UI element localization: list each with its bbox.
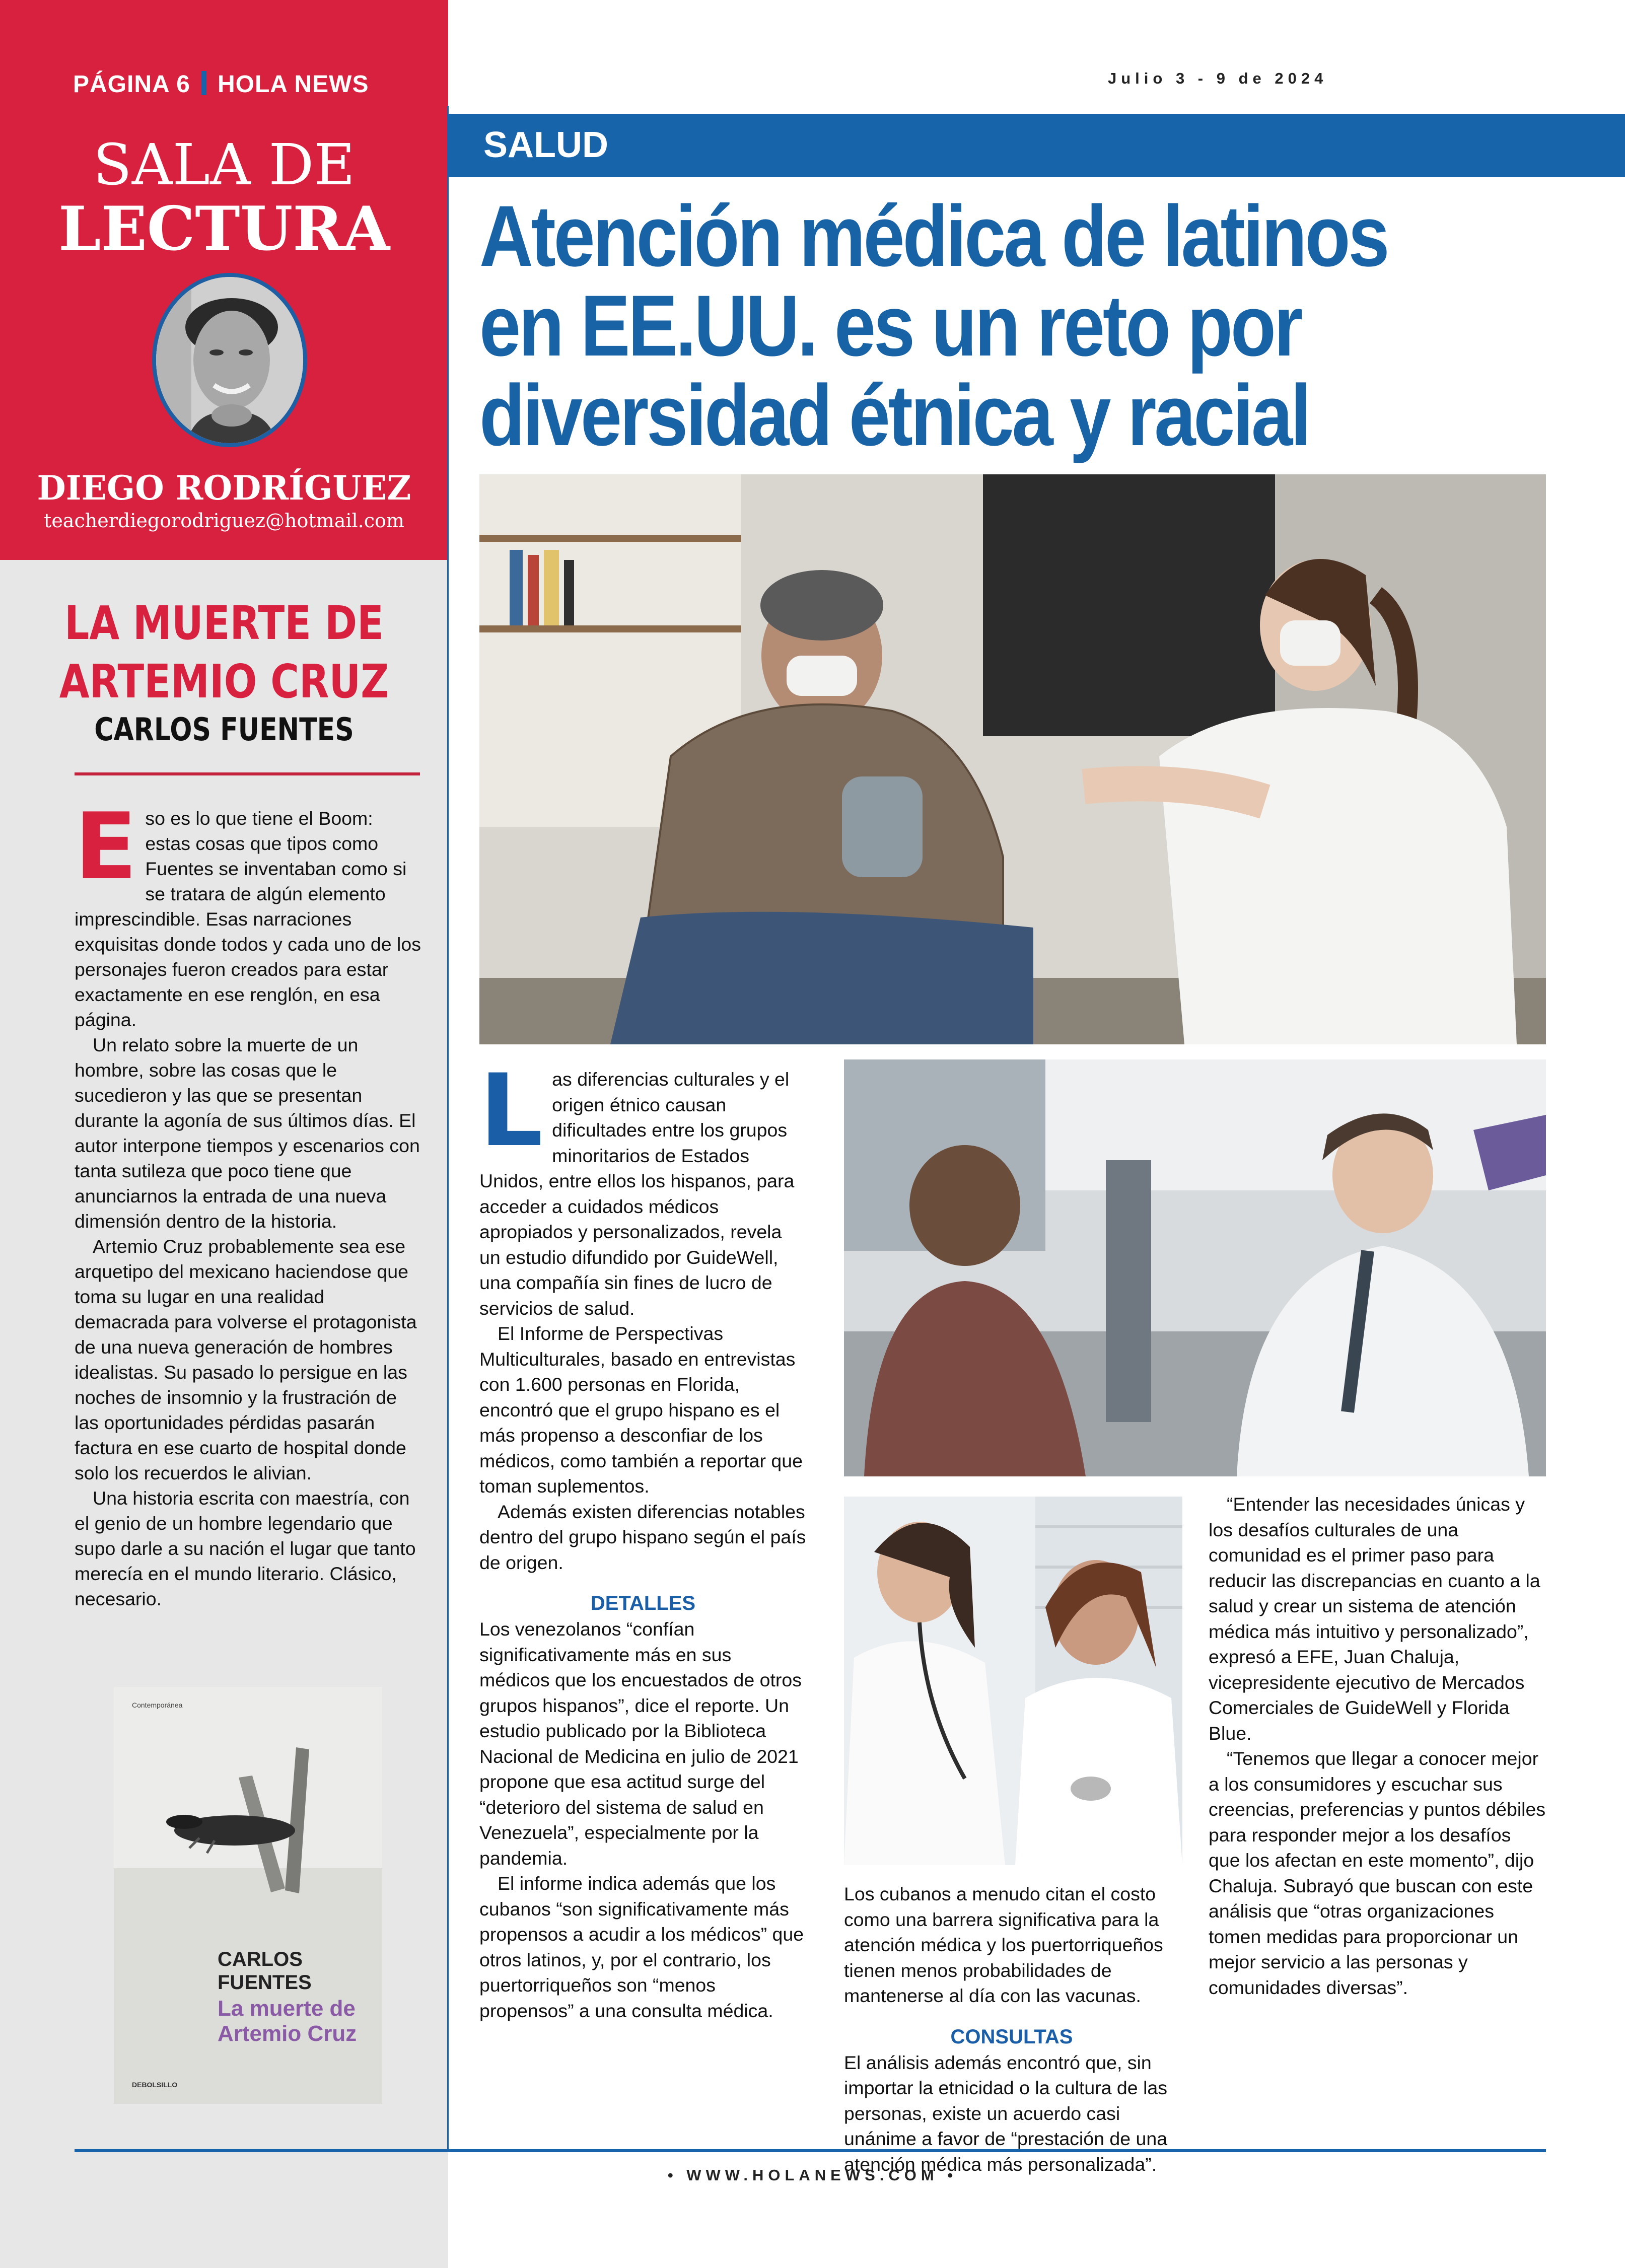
- article-column-1: [479, 1052, 807, 2023]
- main-photo: [479, 474, 1546, 1044]
- article-paragraph: El Informe de Perspectivas Multiculturales, basado en entrevistas con 1.600 personas en Florida, encontró que el grupo hispano es el más propenso a desconfiar de los médicos, como también a reportar que toman suplementos.: [479, 1323, 803, 1497]
- article-paragraph: Los cubanos a menudo citan el costo como una barrera significativa para la atención médica y los puertorriqueños tienen menos probabilidades de mantenerse al día con las vacunas.: [844, 1883, 1163, 2006]
- footer-rule: [75, 2149, 1546, 2152]
- section-label: SALUD: [483, 125, 608, 165]
- issue-date: Julio 3 - 9 de 2024: [1108, 69, 1328, 87]
- article-paragraph: El análisis además encontró que, sin importar la etnicidad o la cultura de las personas, existe un acuerdo casi unánime a favor de “prestación de una atención médica más personalizada”.: [844, 2051, 1168, 2175]
- book-cover: [114, 1687, 382, 2104]
- review-paragraph: Una historia escrita con maestría, con el genio de un hombre legendario que supo darle a su nación el lugar que tanto merecía en el mundo literario. Clásico, necesario.: [75, 1487, 416, 1609]
- article-paragraph: Además existen diferencias notables dentro del grupo hispano según el país de origen.: [479, 1501, 806, 1573]
- book-author: CARLOS FUENTES: [94, 711, 354, 748]
- review-first-text: so es lo que tiene el Boom: estas cosas que tipos como Fuentes se inventaban como si se tratara de algún elemento imprescindible. Esas narraciones exquisitas donde todos y cada uno de los personajes fueron creados para estar exactamente en ese renglón, en esa página.: [75, 808, 421, 1030]
- author-name: DIEGO RODRÍGUEZ: [37, 468, 411, 508]
- cover-title: La muerte de Artemio Cruz: [218, 1996, 357, 2046]
- author-email[interactable]: teacherdiegorodriguez@hotmail.com: [44, 510, 404, 532]
- book-title-line1: LA MUERTE DE: [64, 596, 384, 650]
- review-paragraph: Un relato sobre la muerte de un hombre, sobre las cosas que le sucedieron y las que se presentan durante la agonía de sus últimos días. El autor interpone tiempos y escenarios con tanta sutileza que poco tiene que anunciarnos la entrada de una nueva dimensión dentro de la historia.: [75, 1034, 420, 1232]
- book-title: [36, 594, 412, 711]
- article-paragraph: “Entender las necesidades únicas y los desafíos culturales de una comunidad es el primer paso para reducir las discrepancias en cuanto a la salud y crear un sistema de atención médica más intuitivo y personalizado”, expresó a EFE, Juan Chaluja, vicepresidente ejecutivo de Mercados Comerciales de GuideWell y Florida Blue.: [1209, 1494, 1540, 1744]
- cover-collection: Contemporánea: [132, 1701, 183, 1709]
- cover-publisher: DEBOLSILLO: [132, 2081, 178, 2089]
- headline-line2: en EE.UU. es un reto por: [479, 277, 1301, 374]
- clinic-photo: [844, 1059, 1546, 1476]
- book-review: [75, 793, 422, 1611]
- cover-author: [218, 1948, 312, 1994]
- label-separator: [201, 71, 206, 95]
- cover-author-line2: FUENTES: [218, 1971, 312, 1994]
- page-number: PÁGINA 6: [73, 71, 190, 98]
- article-column-3: [1209, 1492, 1546, 2000]
- headline-line3: diversidad étnica y racial: [479, 367, 1309, 464]
- section-bar: [448, 114, 1625, 177]
- column-title-line2: LECTURA: [58, 193, 390, 264]
- section-divider: [75, 772, 420, 775]
- review-paragraph: Artemio Cruz probablemente sea ese arquetipo del mexicano haciendose que toma su lugar en una realidad demacrada para volverse el protagonista de una nueva generación de hombres idealistas. Su pasado lo persigue en las noches de insomnio y la frustración de las oportunidades pérdidas pasarán factura en ese cuarto de hospital donde solo los recuerdos le alivian.: [75, 1236, 417, 1483]
- page-label: [73, 70, 369, 98]
- cover-author-line1: CARLOS: [218, 1948, 303, 1970]
- subhead-consultas: CONSULTAS: [950, 2025, 1073, 2048]
- reading-room-column: [0, 0, 448, 2268]
- author-photo: [152, 273, 307, 447]
- publication-name: HOLA NEWS: [217, 71, 369, 98]
- article-paragraph: “Tenemos que llegar a conocer mejor a los consumidores y escuchar sus creencias, preferencias y puntos débiles para responder mejor a los desafíos que los afectan en este momento”, dijo Chaluja. Subrayó que buscan con este análisis que “otras organizaciones tomen medidas para proporcionar un mejor servicio a las personas y comunidades diversas”.: [1209, 1748, 1546, 1998]
- headline-line1: Atención médica de latinos: [479, 188, 1388, 285]
- article-paragraph: El informe indica además que los cubanos “son significativamente más propensos a acudir a los médicos” que otros latinos, y, por el contrario, los puertorriqueños son “menos propensos” a una consulta médica.: [479, 1873, 804, 2021]
- column-header-box: [0, 0, 448, 560]
- column-separator: [447, 106, 449, 2150]
- subhead-detalles: DETALLES: [590, 1592, 696, 1614]
- article-dropcap: L: [479, 1052, 543, 1169]
- review-paragraph: [75, 793, 422, 1032]
- doctor-patient-photo: [844, 1497, 1182, 1865]
- footer-website-link[interactable]: • WWW.HOLANEWS.COM •: [667, 2166, 958, 2184]
- article-lead-text: as diferencias culturales y el origen étnico causan dificultades entre los grupos minoritarios de Estados Unidos, entre ellos los hispanos, para acceder a cuidados médicos apropiados y personalizados, revela un estudio difundido por GuideWell, una compañía sin fines de lucro de servicios de salud.: [479, 1069, 795, 1319]
- column-title-line1: SALA DE: [93, 132, 356, 198]
- review-dropcap: E: [75, 793, 137, 900]
- article-paragraph: [479, 1052, 807, 1321]
- article-paragraph: Los venezolanos “confían significativamente más en sus médicos que los encuestados de otros grupos hispanos”, dice el reporte. Un estudio publicado por la Biblioteca Nacional de Medicina en julio de 2021 propone que esa actitud surge del “deterioro del sistema de salud en Venezuela”, especialmente por la pandemia.: [479, 1618, 802, 1869]
- article-column-2: [844, 1881, 1179, 2177]
- article-headline: [479, 188, 1454, 464]
- book-title-line2: ARTEMIO CRUZ: [59, 655, 389, 708]
